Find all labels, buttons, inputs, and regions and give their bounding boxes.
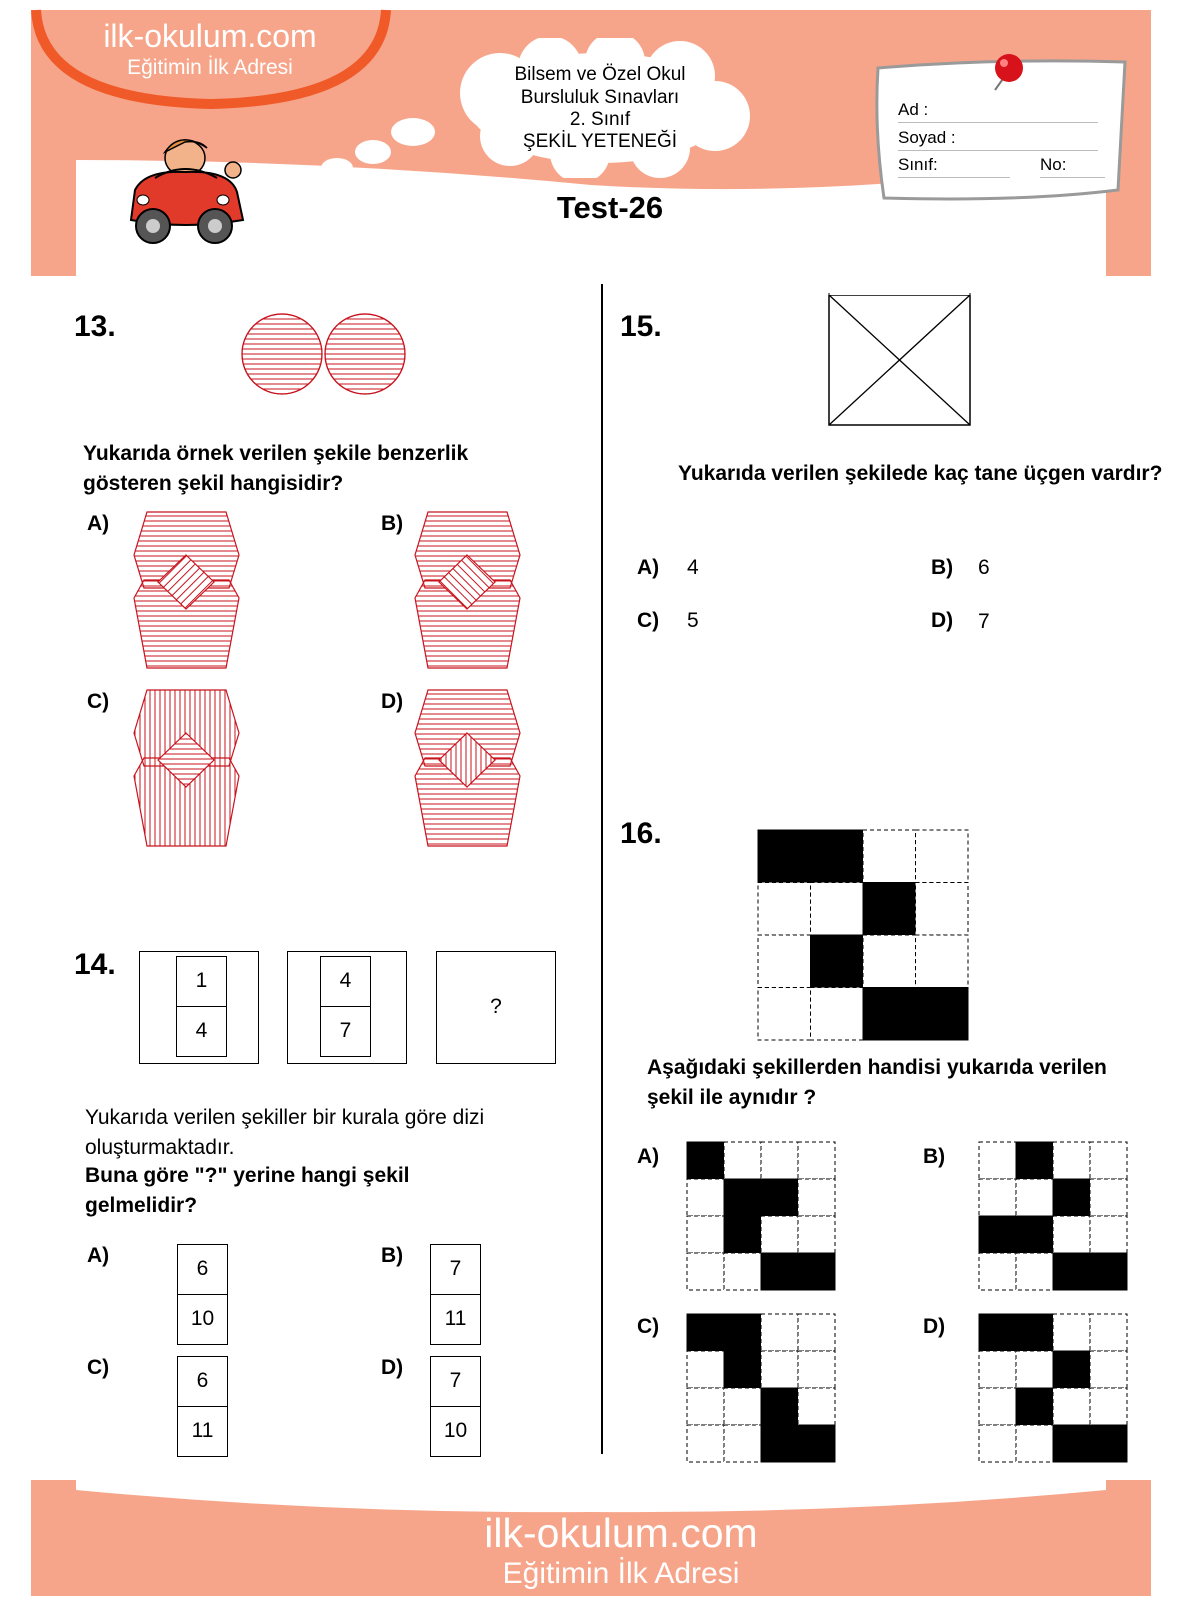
q15-option-c-label[interactable]: C) — [637, 609, 660, 632]
q15-option-d-label[interactable]: D) — [931, 609, 954, 632]
grid-cell-filled — [761, 1253, 798, 1290]
grid-cell-empty — [761, 1216, 798, 1253]
grid-cell-empty — [798, 1216, 835, 1253]
cloud-line-4: ŞEKİL YETENEĞİ — [522, 131, 678, 152]
grid-cell-filled — [863, 883, 916, 936]
logo-badge — [31, 0, 391, 110]
grid-cell-filled — [724, 1179, 761, 1216]
q14-b-top: 7 — [431, 1245, 480, 1295]
grid-cell-empty — [1053, 1314, 1090, 1351]
grid-cell-empty — [1053, 1216, 1090, 1253]
q15-option-b-value: 6 — [978, 556, 990, 579]
grid-cell-filled — [811, 935, 864, 988]
q13-option-b-figure[interactable] — [410, 510, 525, 670]
grid-cell-empty — [758, 988, 811, 1041]
q15-number: 15. — [620, 310, 662, 343]
q14-option-c-label[interactable]: C) — [87, 1356, 110, 1379]
grid-cell-empty — [1090, 1388, 1127, 1425]
q14-d-top: 7 — [431, 1357, 480, 1407]
q14-question-mark: ? — [490, 995, 502, 1018]
q16-option-c-grid[interactable] — [686, 1313, 838, 1465]
cloud-line-3: 2. Sınıf — [569, 109, 631, 130]
grid-cell-empty — [1090, 1179, 1127, 1216]
note-no-line[interactable] — [1040, 177, 1105, 178]
grid-cell-filled — [1016, 1388, 1053, 1425]
q16-option-c-label[interactable]: C) — [637, 1315, 660, 1338]
grid-cell-filled — [1053, 1253, 1090, 1290]
grid-cell-empty — [1016, 1425, 1053, 1462]
grid-cell-empty — [979, 1142, 1016, 1179]
q14-c-top: 6 — [178, 1357, 227, 1407]
q14-option-a-box[interactable] — [177, 1244, 228, 1345]
q15-option-c-value: 5 — [687, 609, 699, 632]
q14-text-1: Yukarıda verilen şekiller bir kurala göre dizi oluşturmaktadır. — [85, 1106, 485, 1159]
grid-cell-empty — [758, 935, 811, 988]
grid-cell-empty — [761, 1351, 798, 1388]
grid-cell-filled — [863, 988, 916, 1041]
q14-number: 14. — [74, 948, 116, 981]
grid-cell-filled — [798, 1425, 835, 1462]
note-ad-label: Ad : — [898, 100, 929, 119]
note-soyad-label: Soyad : — [898, 128, 956, 147]
grid-cell-empty — [1090, 1142, 1127, 1179]
q13-option-d-label[interactable]: D) — [381, 690, 404, 713]
note-no-label: No: — [1040, 155, 1067, 174]
q13-option-a-figure[interactable] — [129, 510, 244, 670]
grid-cell-filled — [761, 1425, 798, 1462]
q13-option-c-figure[interactable] — [129, 688, 244, 848]
q15-figure — [827, 293, 972, 428]
grid-cell-empty — [916, 883, 969, 936]
grid-cell-empty — [798, 1179, 835, 1216]
grid-cell-empty — [798, 1351, 835, 1388]
grid-cell-empty — [687, 1388, 724, 1425]
q16-option-a-label[interactable]: A) — [637, 1145, 660, 1168]
logo-slogan: Eğitimin İlk Adresi — [127, 56, 293, 79]
grid-cell-filled — [1053, 1179, 1090, 1216]
q14-sequence-box-2 — [320, 956, 371, 1057]
grid-cell-empty — [1016, 1253, 1053, 1290]
q14-sequence-box-1 — [176, 956, 227, 1057]
grid-cell-empty — [1016, 1351, 1053, 1388]
grid-cell-filled — [1016, 1314, 1053, 1351]
grid-cell-empty — [687, 1216, 724, 1253]
grid-cell-empty — [798, 1142, 835, 1179]
grid-cell-empty — [863, 830, 916, 883]
grid-cell-empty — [916, 830, 969, 883]
grid-cell-filled — [1016, 1216, 1053, 1253]
grid-cell-empty — [724, 1253, 761, 1290]
q15-option-a-value: 4 — [687, 556, 699, 579]
q14-seq1-top: 1 — [177, 957, 226, 1007]
grid-cell-filled — [724, 1216, 761, 1253]
q14-option-d-label[interactable]: D) — [381, 1356, 404, 1379]
q15-question: Yukarıda verilen şekilede kaç tane üçgen vardır? — [678, 462, 1163, 485]
footer-slogan: Eğitimin İlk Adresi — [502, 1557, 740, 1590]
q14-seq1-bottom: 4 — [195, 1019, 208, 1043]
footer-site[interactable]: ilk-okulum.com — [484, 1510, 758, 1556]
q14-c-bottom: 11 — [191, 1419, 214, 1443]
pushpin-icon — [985, 50, 1029, 94]
q14-b-bottom: 11 — [444, 1307, 467, 1331]
grid-cell-filled — [761, 1388, 798, 1425]
q14-a-bottom: 10 — [190, 1307, 215, 1331]
q16-main-grid — [757, 829, 971, 1043]
grid-cell-filled — [761, 1179, 798, 1216]
grid-cell-filled — [1090, 1425, 1127, 1462]
grid-cell-filled — [724, 1351, 761, 1388]
grid-cell-empty — [863, 935, 916, 988]
q13-question: Yukarıda örnek verilen şekile benzerlik gösteren şekil hangisidir? — [83, 442, 469, 495]
grid-cell-empty — [979, 1179, 1016, 1216]
grid-cell-empty — [1090, 1351, 1127, 1388]
logo-site[interactable]: ilk-okulum.com — [103, 18, 317, 54]
grid-cell-filled — [1016, 1142, 1053, 1179]
grid-cell-empty — [1053, 1142, 1090, 1179]
q14-seq2-top: 4 — [321, 957, 370, 1007]
q14-seq2-bottom: 7 — [339, 1019, 352, 1043]
q14-option-c-box[interactable] — [177, 1356, 228, 1457]
q16-option-b-grid[interactable] — [978, 1141, 1130, 1293]
q16-option-b-label[interactable]: B) — [923, 1145, 946, 1168]
grid-cell-filled — [1053, 1351, 1090, 1388]
q14-option-d-box[interactable] — [430, 1356, 481, 1457]
grid-cell-empty — [1090, 1314, 1127, 1351]
q14-d-bottom: 10 — [443, 1419, 468, 1443]
grid-cell-empty — [687, 1179, 724, 1216]
q14-option-b-box[interactable] — [430, 1244, 481, 1345]
note-sinif-label: Sınıf: — [898, 155, 938, 174]
thought-bubbles — [235, 100, 465, 220]
q15-option-b-label[interactable]: B) — [931, 556, 954, 579]
q13-example-figure — [240, 308, 410, 408]
q13-option-d-figure[interactable] — [410, 688, 525, 848]
grid-cell-empty — [811, 988, 864, 1041]
grid-cell-empty — [811, 883, 864, 936]
grid-cell-empty — [687, 1253, 724, 1290]
grid-cell-empty — [979, 1351, 1016, 1388]
grid-cell-empty — [798, 1388, 835, 1425]
grid-cell-empty — [916, 935, 969, 988]
grid-cell-filled — [979, 1314, 1016, 1351]
grid-cell-empty — [687, 1425, 724, 1462]
q14-option-a-label[interactable]: A) — [87, 1244, 110, 1267]
q13-option-a-label[interactable]: A) — [87, 512, 110, 535]
grid-cell-empty — [979, 1388, 1016, 1425]
grid-cell-empty — [798, 1314, 835, 1351]
grid-cell-filled — [1053, 1425, 1090, 1462]
grid-cell-filled — [724, 1314, 761, 1351]
grid-cell-filled — [1090, 1253, 1127, 1290]
q13-option-c-label[interactable]: C) — [87, 690, 110, 713]
grid-cell-empty — [1016, 1179, 1053, 1216]
q13-number: 13. — [74, 310, 116, 343]
grid-cell-empty — [758, 883, 811, 936]
grid-cell-empty — [979, 1253, 1016, 1290]
q16-option-d-grid[interactable] — [978, 1313, 1130, 1465]
grid-cell-empty — [761, 1314, 798, 1351]
grid-cell-filled — [979, 1216, 1016, 1253]
test-title: Test-26 — [556, 190, 664, 225]
grid-cell-empty — [979, 1425, 1016, 1462]
grid-cell-filled — [916, 988, 969, 1041]
q15-option-d-value: 7 — [978, 610, 990, 633]
note-ad-line[interactable] — [898, 122, 1098, 123]
cloud-line-1: Bilsem ve Özel Okul — [514, 64, 686, 85]
grid-cell-empty — [1053, 1388, 1090, 1425]
q14-a-top: 6 — [178, 1245, 227, 1295]
grid-cell-filled — [798, 1253, 835, 1290]
note-soyad-line[interactable] — [898, 150, 1098, 151]
cloud-line-2: Bursluluk Sınavları — [520, 87, 680, 108]
grid-cell-empty — [724, 1142, 761, 1179]
grid-cell-filled — [687, 1142, 724, 1179]
grid-cell-filled — [811, 830, 864, 883]
grid-cell-empty — [761, 1142, 798, 1179]
grid-cell-filled — [687, 1314, 724, 1351]
q14-option-b-label[interactable]: B) — [381, 1244, 404, 1267]
note-sinif-line[interactable] — [898, 177, 1010, 178]
grid-cell-empty — [1090, 1216, 1127, 1253]
q13-option-b-label[interactable]: B) — [381, 512, 404, 535]
grid-cell-empty — [724, 1425, 761, 1462]
grid-cell-empty — [687, 1351, 724, 1388]
grid-cell-empty — [724, 1388, 761, 1425]
q16-option-d-label[interactable]: D) — [923, 1315, 946, 1338]
column-divider — [601, 284, 603, 1454]
q16-option-a-grid[interactable] — [686, 1141, 838, 1293]
grid-cell-filled — [758, 830, 811, 883]
q15-option-a-label[interactable]: A) — [637, 556, 660, 579]
q16-question: Aşağıdaki şekillerden handisi yukarıda verilen şekil ile aynıdır ? — [647, 1056, 1107, 1109]
q16-number: 16. — [620, 817, 662, 850]
q14-text-2: Buna göre "?" yerine hangi şekil gelmelidir? — [85, 1164, 410, 1217]
